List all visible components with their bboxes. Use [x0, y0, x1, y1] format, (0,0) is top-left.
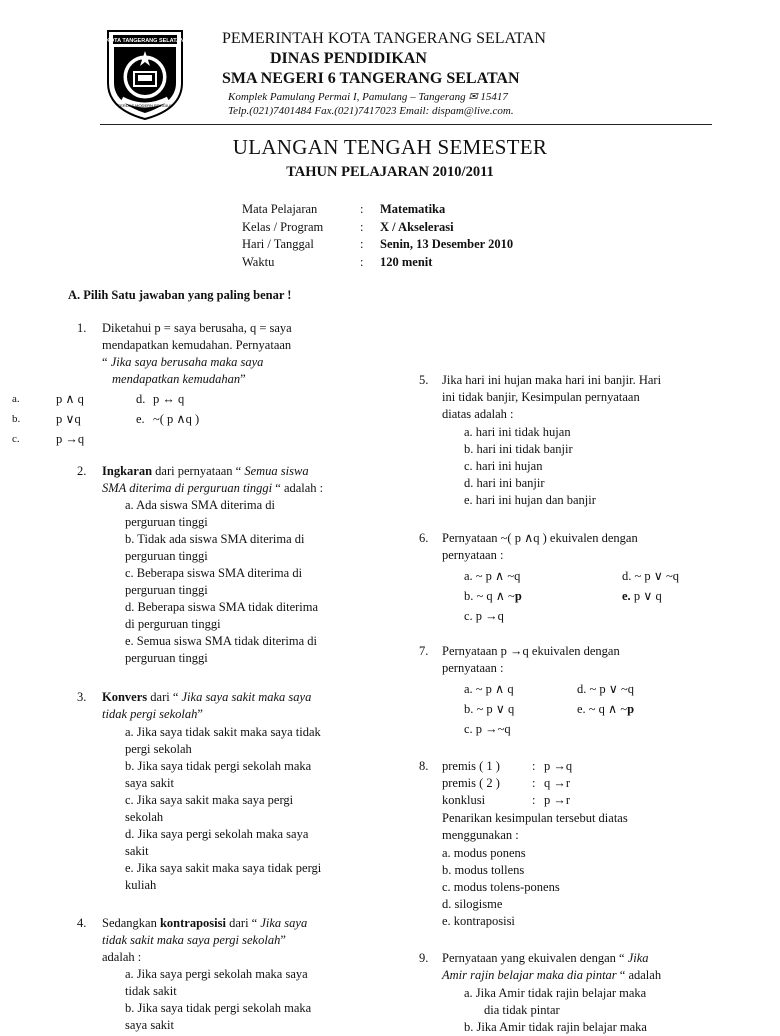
question-statement: tidak sakit maka saya pergi sekolah [102, 933, 281, 947]
question-text: dari “ [147, 690, 182, 704]
info-value: Matematika [380, 202, 446, 216]
option-label: a. [12, 393, 20, 405]
option-d[interactable]: d. ~ p ∨ ~q [622, 569, 680, 583]
option-c[interactable]: c. p →q [464, 609, 504, 623]
option-a[interactable]: a. Jika Amir tidak rajin belajar maka [464, 986, 647, 1000]
info-label: Kelas / Program [242, 219, 324, 234]
premise-1-label: premis ( 1 ) [442, 759, 500, 773]
question-statement: SMA diterima di perguruan tinggi [102, 481, 273, 495]
question-6 [400, 530, 768, 630]
question-8 [400, 758, 768, 938]
keyword: Konvers [102, 690, 148, 704]
question-statement: Semua siswa [244, 464, 309, 478]
option-b-var: p [514, 589, 522, 603]
exam-title: ULANGAN TENGAH SEMESTER [232, 135, 548, 159]
question-statement: mendapatkan kemudahan [112, 372, 241, 386]
question-text: dari “ [225, 916, 261, 930]
header-school: SMA NEGERI 6 TANGERANG SELATAN [222, 70, 520, 87]
option-c-cont: perguruan tinggi [125, 583, 208, 597]
option-d[interactable]: d. hari ini banjir [464, 476, 545, 490]
option-a[interactable]: a. ~ p ∧ ~q [464, 569, 521, 583]
header-address: Komplek Pamulang Permai I, Pamulang – Tangerang ✉ 15417 [228, 91, 508, 103]
option-e-label: e. [622, 589, 631, 603]
question-text: Diketahui p = saya berusaha, q = saya [102, 321, 292, 335]
exam-info-table [242, 201, 513, 271]
option-d[interactable]: d. silogisme [442, 897, 503, 911]
premise-1-value: p →q [544, 759, 573, 773]
quote-mark: “ [102, 355, 111, 369]
question-number: 5. [419, 373, 429, 387]
question-text: ” [280, 933, 286, 947]
option-c[interactable]: c. modus tolens-ponens [442, 880, 560, 894]
option-e[interactable]: e. Semua siswa SMA tidak diterima di [125, 634, 317, 648]
info-label: Hari / Tanggal [242, 237, 314, 251]
question-1 [0, 320, 400, 450]
question-statement: Jika saya [260, 916, 308, 930]
svg-text:CERDAS MODERN RELIGIUS: CERDAS MODERN RELIGIUS [117, 103, 173, 108]
option-label: b. [12, 413, 21, 425]
section-a-instruction: A. Pilih Satu jawaban yang paling benar ! [68, 288, 292, 302]
question-text: menggunakan : [442, 828, 519, 842]
option-d-cont: sakit [125, 844, 149, 858]
info-row [242, 236, 513, 254]
option-c[interactable]: c. Jika saya sakit maka saya pergi [125, 793, 294, 807]
exam-year: TAHUN PELAJARAN 2010/2011 [286, 164, 494, 180]
premise-2-value: q →r [544, 776, 571, 790]
header-government: PEMERINTAH KOTA TANGERANG SELATAN [222, 30, 546, 47]
option-c[interactable]: c. p →~q [464, 722, 511, 736]
option-c[interactable]: c. hari ini hujan [464, 459, 543, 473]
option-label: c. [12, 433, 20, 445]
info-separator: : [360, 219, 364, 234]
keyword: Ingkaran [102, 464, 153, 478]
info-separator: : [360, 202, 364, 216]
option-b-cont: saya sakit [125, 1018, 174, 1032]
question-statement: Jika saya berusaha maka saya [110, 355, 264, 369]
option-b[interactable]: b. Jika Amir tidak rajin belajar maka [464, 1020, 647, 1034]
question-statement: Jika [627, 951, 649, 965]
info-row [242, 201, 513, 219]
question-number: 8. [419, 759, 429, 773]
quote-mark: ” [240, 372, 246, 386]
option-d[interactable]: p ↔ q [153, 392, 185, 406]
question-text: Sedangkan [102, 916, 160, 930]
option-label: e. [136, 412, 145, 426]
question-number: 3. [77, 690, 87, 704]
svg-text:KOTA TANGERANG SELATAN: KOTA TANGERANG SELATAN [105, 38, 185, 44]
question-3 [0, 689, 400, 899]
info-row [242, 219, 513, 237]
premise-2-label: premis ( 2 ) [442, 776, 500, 790]
info-value: 120 menit [380, 254, 433, 269]
option-e-text: p ∨ q [630, 589, 662, 603]
keyword: kontraposisi [159, 916, 226, 930]
question-statement: tidak pergi sekolah [102, 707, 198, 721]
option-e[interactable]: e. kontraposisi [442, 914, 515, 928]
question-text: dari pernyataan “ [152, 464, 245, 478]
question-number: 6. [419, 531, 429, 545]
option-e-var: p [627, 702, 635, 716]
option-b[interactable]: b. Jika saya tidak pergi sekolah maka [125, 759, 312, 773]
conclusion-value: p →r [544, 793, 571, 807]
option-b[interactable]: b. hari ini tidak banjir [464, 442, 573, 456]
info-row [242, 254, 513, 272]
header-divider [100, 124, 712, 125]
header-department: DINAS PENDIDIKAN [270, 50, 427, 67]
option-d[interactable]: d. ~ p ∨ ~q [577, 682, 635, 696]
option-e[interactable]: e. Jika saya sakit maka saya tidak pergi [125, 861, 322, 875]
option-c[interactable]: p →q [56, 432, 85, 446]
option-b[interactable]: p ∨q [56, 412, 81, 426]
question-text: pernyataan : [442, 661, 504, 675]
question-text: Pernyataan p →q ekuivalen dengan [442, 644, 620, 658]
option-a-cont: dia tidak pintar [484, 1003, 560, 1017]
option-b-text: b. ~ q ∧ ~ [464, 589, 515, 603]
question-number: 7. [419, 644, 429, 658]
info-separator: : [360, 254, 364, 269]
option-e-text: e. ~ q ∧ ~ [577, 702, 628, 716]
option-d[interactable]: d. Jika saya pergi sekolah maka saya [125, 827, 309, 841]
option-a[interactable]: a. Ada siswa SMA diterima di [125, 498, 275, 512]
option-c[interactable]: c. Beberapa siswa SMA diterima di [125, 566, 303, 580]
question-text: Penarikan kesimpulan tersebut diatas [442, 811, 628, 825]
option-d[interactable]: d. Beberapa siswa SMA tidak diterima [125, 600, 319, 614]
question-text: ini tidak banjir, Kesimpulan pernyataan [442, 390, 640, 404]
question-5 [400, 372, 768, 512]
option-a[interactable]: a. Jika saya pergi sekolah maka saya [125, 967, 308, 981]
option-a[interactable]: p ∧ q [56, 392, 84, 406]
question-9 [400, 950, 768, 1034]
premise-separator: : [532, 793, 536, 807]
option-e[interactable]: ~( p ∧q ) [153, 412, 200, 426]
option-e[interactable] [577, 701, 634, 718]
question-text: “ adalah [616, 968, 662, 982]
info-label: Waktu [242, 254, 275, 269]
option-e[interactable] [622, 588, 662, 605]
option-e[interactable]: e. hari ini hujan dan banjir [464, 493, 596, 507]
question-text: Pernyataan ~( p ∧q ) ekuivalen dengan [442, 531, 638, 545]
question-text: “ adalah : [272, 481, 324, 495]
question-7 [400, 643, 768, 743]
option-b[interactable]: b. modus tollens [442, 863, 525, 877]
question-text: ” [197, 707, 203, 721]
option-a[interactable]: a. ~ p ∧ q [464, 682, 514, 696]
option-b-cont: saya sakit [125, 776, 174, 790]
option-a-cont: tidak sakit [125, 984, 177, 998]
info-label: Mata Pelajaran [242, 202, 318, 216]
info-separator: : [360, 237, 364, 251]
option-a[interactable]: a. Jika saya tidak sakit maka saya tidak [125, 725, 321, 739]
option-b[interactable]: b. ~ p ∨ q [464, 702, 515, 716]
question-text: mendapatkan kemudahan. Pernyataan [102, 338, 292, 352]
option-b[interactable]: b. Tidak ada siswa SMA diterima di [125, 532, 305, 546]
option-d-cont: di perguruan tinggi [125, 617, 221, 631]
question-text: Jika hari ini hujan maka hari ini banjir. Hari [442, 373, 662, 387]
premise-separator: : [532, 776, 536, 790]
option-b-cont: perguruan tinggi [125, 549, 208, 563]
question-number: 4. [77, 916, 87, 930]
question-number: 9. [419, 951, 429, 965]
option-b[interactable]: b. Jika saya tidak pergi sekolah maka [125, 1001, 312, 1015]
conclusion-label: konklusi [442, 793, 486, 807]
option-a[interactable]: a. modus ponens [442, 846, 526, 860]
option-a-cont: pergi sekolah [125, 742, 192, 756]
question-4 [0, 915, 400, 1032]
option-a-cont: perguruan tinggi [125, 515, 208, 529]
question-number: 2. [77, 464, 87, 478]
question-text: adalah : [102, 950, 142, 964]
info-value: Senin, 13 Desember 2010 [380, 237, 514, 251]
school-logo [100, 27, 190, 121]
option-label: d. [136, 392, 146, 406]
question-text: pernyataan : [442, 548, 504, 562]
option-e-cont: perguruan tinggi [125, 651, 208, 665]
option-a[interactable]: a. hari ini tidak hujan [464, 425, 571, 439]
question-2 [0, 463, 400, 673]
question-statement: Amir rajin belajar maka dia pintar [442, 968, 617, 982]
question-statement: Jika saya sakit maka saya [181, 690, 312, 704]
header-contact: Telp.(021)7401484 Fax.(021)7417023 Email: dispam@live.com. [228, 105, 514, 117]
premise-separator: : [532, 759, 536, 773]
question-text: Pernyataan yang ekuivalen dengan “ [442, 951, 628, 965]
option-e-cont: kuliah [125, 878, 157, 892]
option-b[interactable] [464, 588, 522, 605]
question-text: diatas adalah : [442, 407, 514, 421]
info-value: X / Akselerasi [380, 219, 454, 234]
question-number: 1. [77, 321, 87, 335]
option-c-cont: sekolah [125, 810, 164, 824]
